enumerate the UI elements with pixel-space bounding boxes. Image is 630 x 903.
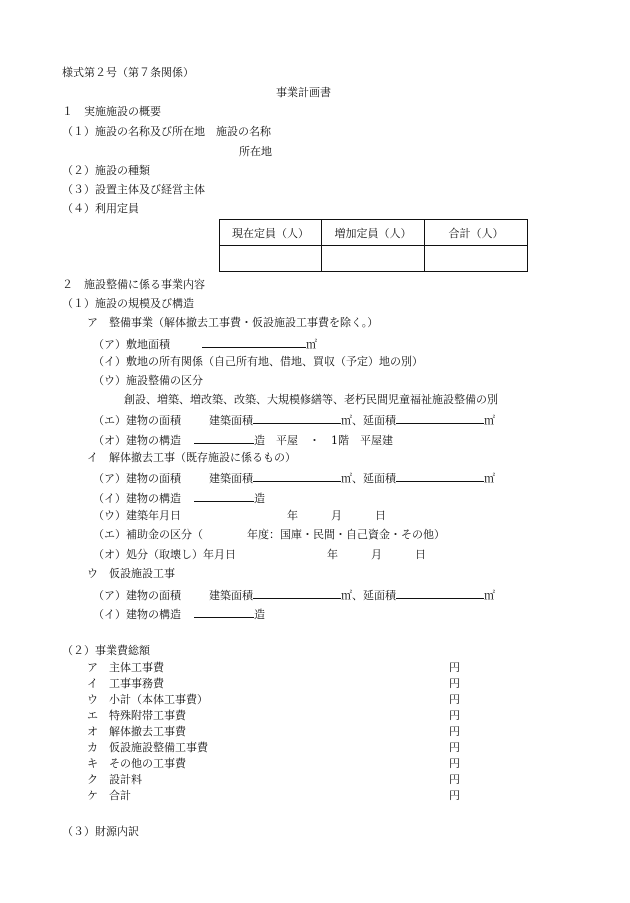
site-area-line: （ア）敷地面積 ㎡ bbox=[93, 338, 317, 351]
building-area-blank-c[interactable] bbox=[253, 587, 341, 599]
floor-area-blank-c[interactable] bbox=[396, 587, 484, 599]
list-item: オ 解体撤去工事費 bbox=[87, 725, 186, 738]
item-scale-structure: （１）施設の規模及び構造 bbox=[62, 297, 194, 310]
table-row bbox=[220, 246, 528, 272]
item-operator: （３）設置主体及び経営主体 bbox=[62, 183, 205, 196]
disposal-date-line: （オ）処分（取壊し）年月日 bbox=[93, 548, 236, 561]
floor-area-blank-b[interactable] bbox=[396, 470, 484, 482]
subsection-b-title: イ 解体撤去工事（既存施設に係るもの） bbox=[87, 451, 296, 464]
structure-line-a: （オ）建物の構造 造 平屋 ・ 1階 平屋建 bbox=[93, 434, 393, 447]
page-title: 事業計画書 bbox=[276, 86, 331, 99]
item-capacity: （４）利用定員 bbox=[62, 202, 139, 215]
list-item: ア 主体工事費 bbox=[87, 661, 164, 674]
yen-label: 円 bbox=[449, 773, 460, 786]
maintenance-type-line: （ウ）施設整備の区分 bbox=[93, 374, 203, 387]
site-ownership-line: （イ）敷地の所有関係（自己所有地、借地、買収（予定）地の別） bbox=[93, 355, 423, 368]
building-area-line-c: （ア）建物の面積 建築面積 ㎡、延面積 ㎡ bbox=[93, 589, 495, 602]
item-facility-type: （２）施設の種類 bbox=[62, 164, 150, 177]
building-area-line-b: （ア）建物の面積 建築面積 ㎡、延面積 ㎡ bbox=[93, 472, 495, 485]
form-label: 様式第２号（第７条関係） bbox=[62, 66, 194, 79]
address-label: 所在地 bbox=[239, 145, 272, 158]
build-date-line: （ウ）建築年月日 bbox=[93, 509, 181, 522]
list-item: カ 仮設施設整備工事費 bbox=[87, 741, 208, 754]
structure-line-b: （イ）建物の構造 造 bbox=[93, 492, 265, 505]
yen-label: 円 bbox=[449, 677, 460, 690]
name-label: 施設の名称 bbox=[216, 125, 271, 138]
cell-current[interactable] bbox=[220, 246, 322, 272]
item-total-cost: （２）事業費総額 bbox=[62, 644, 150, 657]
item-name-address: （１）施設の名称及び所在地 施設の名称 bbox=[62, 125, 271, 138]
structure-line-c: （イ）建物の構造 造 bbox=[93, 608, 265, 621]
structure-blank-a[interactable] bbox=[194, 432, 254, 444]
list-item: ケ 合計 bbox=[87, 789, 131, 802]
yen-label: 円 bbox=[449, 789, 460, 802]
item-funding-sources: （３）財源内訳 bbox=[62, 825, 139, 838]
list-item: イ 工事事務費 bbox=[87, 677, 164, 690]
yen-label: 円 bbox=[449, 709, 460, 722]
subsection-a-title: ア 整備事業（解体撤去工事費・仮設施設工事費を除く。） bbox=[87, 316, 379, 329]
building-area-line-a: （エ）建物の面積 建築面積 ㎡、延面積 ㎡ bbox=[93, 414, 495, 427]
build-date-fields: 年 月 日 bbox=[287, 509, 386, 522]
yen-label: 円 bbox=[449, 757, 460, 770]
yen-label: 円 bbox=[449, 741, 460, 754]
disposal-date-fields: 年 月 日 bbox=[327, 548, 426, 561]
subsidy-line: （エ）補助金の区分（ 年度：国庫・民間・自己資金・その他） bbox=[93, 528, 445, 541]
header-increase: 増加定員（人） bbox=[322, 220, 425, 246]
site-area-blank[interactable] bbox=[202, 336, 306, 348]
table-header-row bbox=[220, 220, 528, 246]
yen-label: 円 bbox=[449, 693, 460, 706]
section-2-heading: ２ 施設整備に係る事業内容 bbox=[62, 278, 205, 291]
section-1-heading: １ 実施施設の概要 bbox=[62, 105, 161, 118]
floor-area-blank-a[interactable] bbox=[396, 412, 484, 424]
building-area-blank-a[interactable] bbox=[253, 412, 341, 424]
subsection-c-title: ウ 仮設施設工事 bbox=[87, 567, 175, 580]
header-current: 現在定員（人） bbox=[220, 220, 322, 246]
list-item: キ その他の工事費 bbox=[87, 757, 186, 770]
capacity-table bbox=[219, 219, 528, 272]
list-item: エ 特殊附帯工事費 bbox=[87, 709, 186, 722]
cell-increase[interactable] bbox=[322, 246, 425, 272]
maintenance-type-detail: 創設、増築、増改築、改築、大規模修繕等、老朽民間児童福祉施設整備の別 bbox=[124, 393, 498, 406]
building-area-blank-b[interactable] bbox=[253, 470, 341, 482]
list-item: ク 設計料 bbox=[87, 773, 142, 786]
yen-label: 円 bbox=[449, 725, 460, 738]
cell-total[interactable] bbox=[425, 246, 528, 272]
list-item: ウ 小計（本体工事費） bbox=[87, 693, 208, 706]
yen-label: 円 bbox=[449, 661, 460, 674]
header-total: 合計（人） bbox=[425, 220, 528, 246]
structure-blank-b[interactable] bbox=[194, 490, 254, 502]
structure-blank-c[interactable] bbox=[194, 606, 254, 618]
